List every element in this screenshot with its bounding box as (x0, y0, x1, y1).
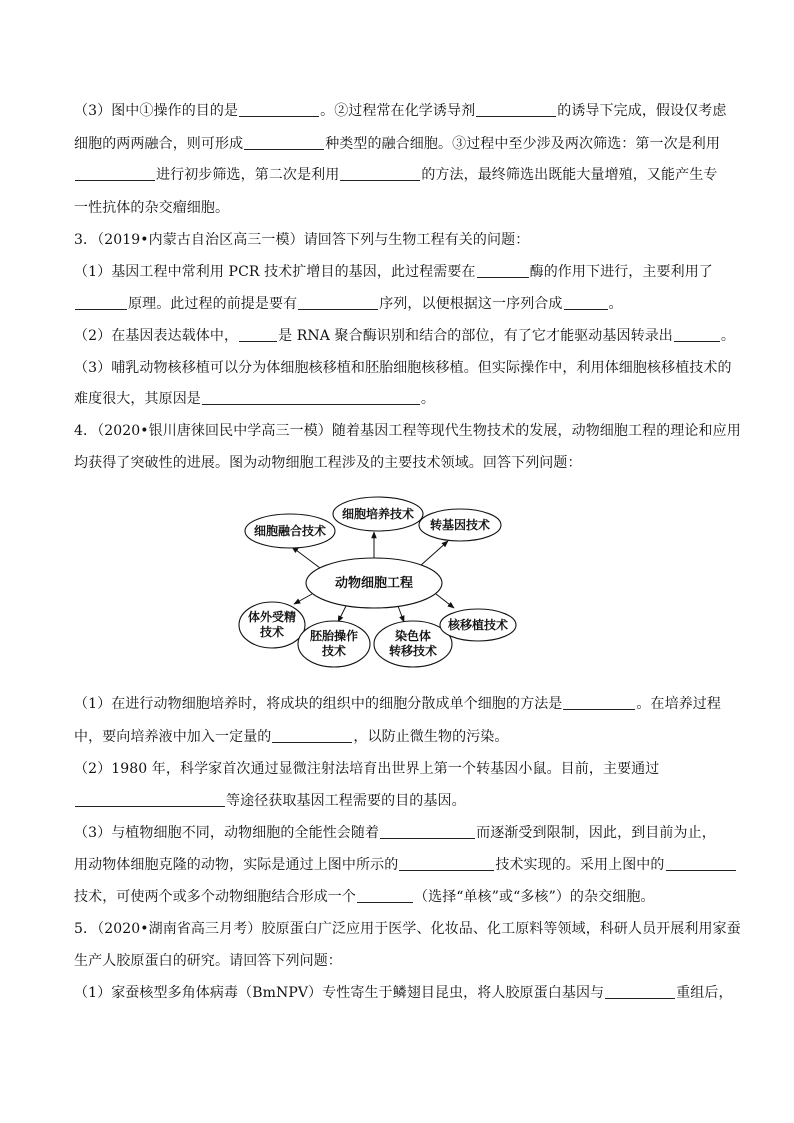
fusion-label: 细胞融合技术 (253, 524, 327, 538)
transgenic-label: 转基因技术 (429, 518, 491, 532)
arrow-to-fusion (292, 547, 320, 568)
answer-blank[interactable] (380, 823, 475, 839)
q4-part3-line2: 用动物体细胞克隆的动物，实际是通过上图中所示的 技术实现的。采用上图中的 (74, 855, 726, 875)
q2-part3-line1: （3）图中①操作的目的是 。②过程常在化学诱导剂 的诱导下完成，假设仅考虑 (74, 103, 727, 119)
q4-header-line1: 4．（2020•银川唐徕回民中学高三一模）随着基因工程等现代生物技术的发展，动物细胞工程的理论和应用 (74, 423, 741, 439)
ivf-label-2: 技术 (259, 625, 285, 639)
q4-part2-line2: 等途径获取基因工程需要的目的基因。 (74, 791, 726, 811)
q2-part3-line2: 细胞的两两融合，则可形成 种类型的融合细胞。③过程中至少涉及两次筛选：第一次是利用 (74, 136, 721, 152)
arrow-to-ivf (294, 594, 312, 604)
ivf-label-1: 体外受精 (247, 610, 297, 624)
arrow-to-nuclear (436, 594, 454, 608)
q3-part2: （2）在基因表达载体中， 是 RNA 聚合酶识别和结合的部位，有了它才能驱动基因转录出 。 (74, 328, 736, 344)
answer-blank[interactable] (272, 727, 352, 743)
arrow-to-transgenic (420, 541, 448, 566)
arrow-to-embryo (338, 606, 346, 622)
embryo-label-1: 胚胎操作 (309, 629, 359, 643)
arrow-to-chromosome (398, 606, 404, 622)
q4-part3-line1: （3）与植物细胞不同，动物细胞的全能性会随着 而逐渐受到限制，因此，到目前为止， (74, 825, 716, 841)
center-label: 动物细胞工程 (334, 576, 414, 591)
q2-part3-line3: 进行初步筛选，第二次是利用 的方法，最终筛选出既能大量增殖，又能产生专 (74, 165, 726, 185)
answer-blank[interactable] (666, 855, 736, 871)
q2-part3-line4: 一性抗体的杂交瘤细胞。 (74, 200, 230, 216)
embryo-label-2: 技术 (321, 644, 347, 658)
q5-part1-line1: （1）家蚕核型多角体病毒（BmNPV）专性寄生于鳞翅目昆虫，将人胶原蛋白基因与 重组后， (74, 985, 733, 1001)
q4-part2-line1: （2）1980 年，科学家首次通过显微注射法培育出世界上第一个转基因小鼠。目前，主要通过 (74, 761, 660, 777)
q3-part3-line1: （3）哺乳动物核移植可以分为体细胞核移植和胚胎细胞核移植。但实际操作中，利用体细胞核移植技术的 (74, 360, 732, 376)
answer-blank[interactable] (75, 791, 225, 807)
q5-header-line2: 生产人胶原蛋白的研究。请回答下列问题： (74, 953, 342, 969)
answer-blank[interactable] (399, 855, 494, 871)
chromosome-label-2: 转移技术 (388, 644, 438, 658)
chromosome-label-1: 染色体 (394, 629, 432, 643)
q3-part3-line2: 难度很大，其原因是 。 (74, 391, 436, 407)
answer-blank[interactable] (605, 983, 675, 999)
q3-header: 3．（2019•内蒙古自治区高三一模）请回答下列与生物工程有关的问题： (74, 232, 530, 248)
q4-part1-line1: （1）在进行动物细胞培养时，将成块的组织中的细胞分散成单个细胞的方法是 。在培养过程 (74, 696, 722, 712)
q3-part1-line1: （1）基因工程中常利用 PCR 技术扩增目的基因，此过程需要在 酶的作用下进行，主要利用了 (74, 264, 713, 280)
q4-part1-line2: 中，要向培养液中加入一定量的 ，以防止微生物的污染。 (74, 729, 509, 745)
q3-part1-line2: 原理。此过程的前提是要有 序列，以便根据这一序列合成 。 (74, 294, 726, 314)
answer-blank[interactable] (357, 887, 413, 903)
q4-header-line2: 均获得了突破性的进展。图为动物细胞工程涉及的主要技术领域。回答下列问题： (74, 455, 582, 471)
culture-label: 细胞培养技术 (341, 507, 415, 521)
answer-blank[interactable] (563, 694, 635, 710)
nuclear-label: 核移植技术 (447, 618, 509, 632)
q4-part3-line3: 技术，可使两个或多个动物细胞结合形成一个 （选择“单核”或“多核”）的杂交细胞。 (74, 889, 655, 905)
q5-header-line1: 5．（2020•湖南省高三月考）胶原蛋白广泛应用于医学、化妆品、化工原料等领域，科研人员开展利用家蚕 (74, 921, 741, 937)
